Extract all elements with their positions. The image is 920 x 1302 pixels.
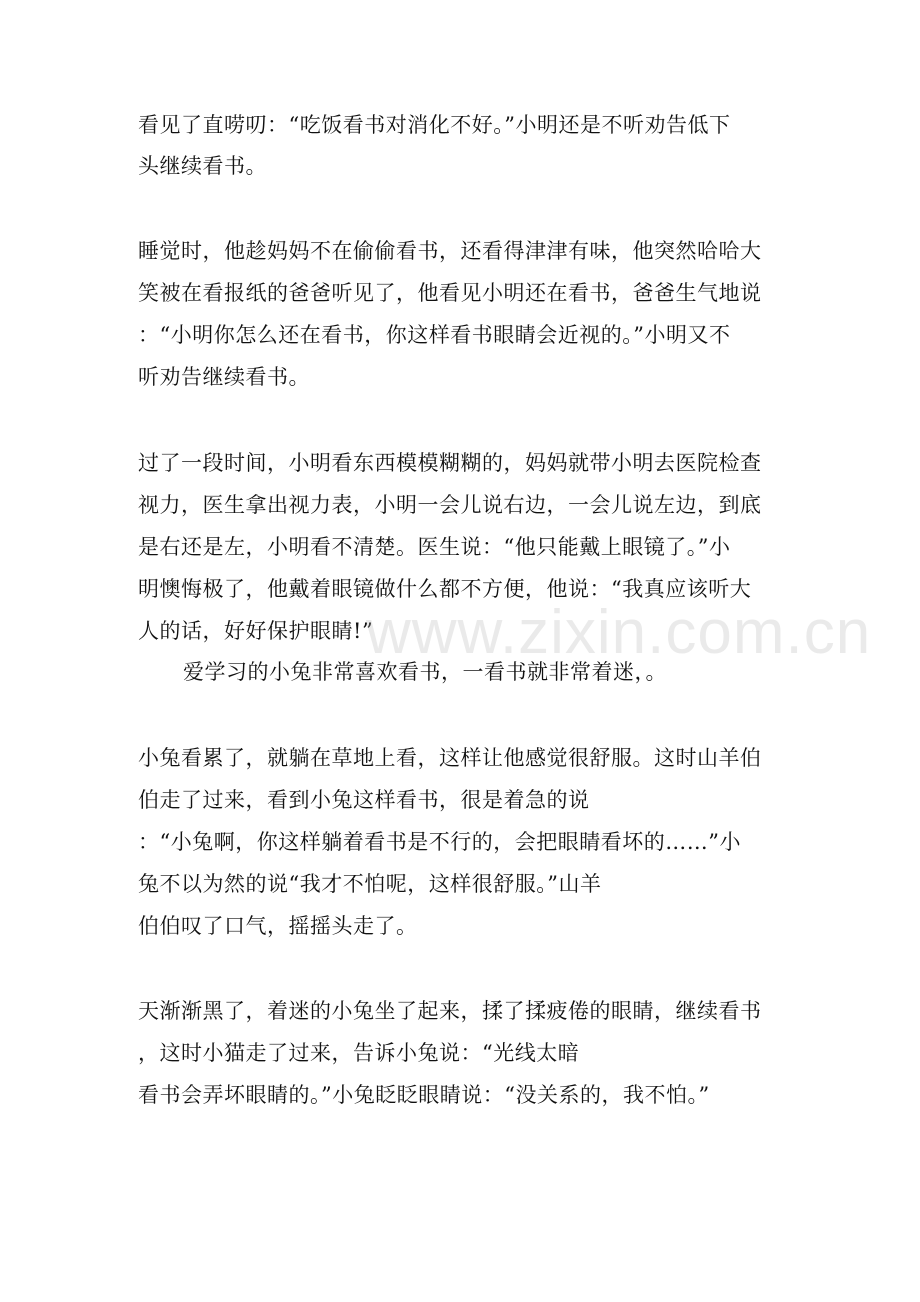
text-line: 天渐渐黑了，着迷的小兔坐了起来，揉了揉疲倦的眼睛，继续看书 [138,999,762,1023]
text-line: ，这时小猫走了过来，告诉小兔说：“光线太暗 [138,1041,580,1065]
text-line: 看书会弄坏眼睛的。”小兔眨眨眼睛说：“没关系的，我不怕。” [138,1083,710,1107]
text-line: 听劝告继续看书。 [138,365,310,389]
text-line: 过了一段时间，小明看东西模模糊糊的，妈妈就带小明去医院检查 [138,451,762,475]
text-line: 视力，医生拿出视力表，小明一会儿说右边，一会儿说左边，到底 [138,493,762,517]
text-line: 爱学习的小兔非常喜欢看书，一看书就非常着迷，。 [183,660,667,684]
watermark: www.zixin.com.cn [366,598,872,667]
text-line: 睡觉时，他趁妈妈不在偷偷看书，还看得津津有味，他突然哈哈大 [138,239,762,263]
text-line: 笑被在看报纸的爸爸听见了，他看见小明还在看书，爸爸生气地说 [138,281,762,305]
text-line: 伯走了过来，看到小兔这样看书，很是着急的说 [138,788,590,812]
text-line: 人的话，好好保护眼睛!” [138,619,374,643]
text-line: ：“小兔啊，你这样躺着看书是不行的，会把眼睛看坏的……”小 [138,830,741,854]
text-line: 兔不以为然的说“我才不怕呢，这样很舒服。”山羊 [138,872,602,896]
text-line: 是右还是左，小明看不清楚。医生说：“他只能戴上眼镜了。”小 [138,535,731,559]
text-line: 看见了直唠叨：“吃饭看书对消化不好。”小明还是不听劝告低下 [138,113,731,137]
text-line: ：“小明你怎么还在看书，你这样看书眼睛会近视的。”小明又不 [138,323,731,347]
text-line: 头继续看书。 [138,154,267,178]
text-line: 伯伯叹了口气，摇摇头走了。 [138,914,418,938]
text-line: 小兔看累了，就躺在草地上看，这样让他感觉很舒服。这时山羊伯 [138,746,762,770]
text-line: 明懊悔极了，他戴着眼镜做什么都不方便，他说：“我真应该听大 [138,577,752,601]
